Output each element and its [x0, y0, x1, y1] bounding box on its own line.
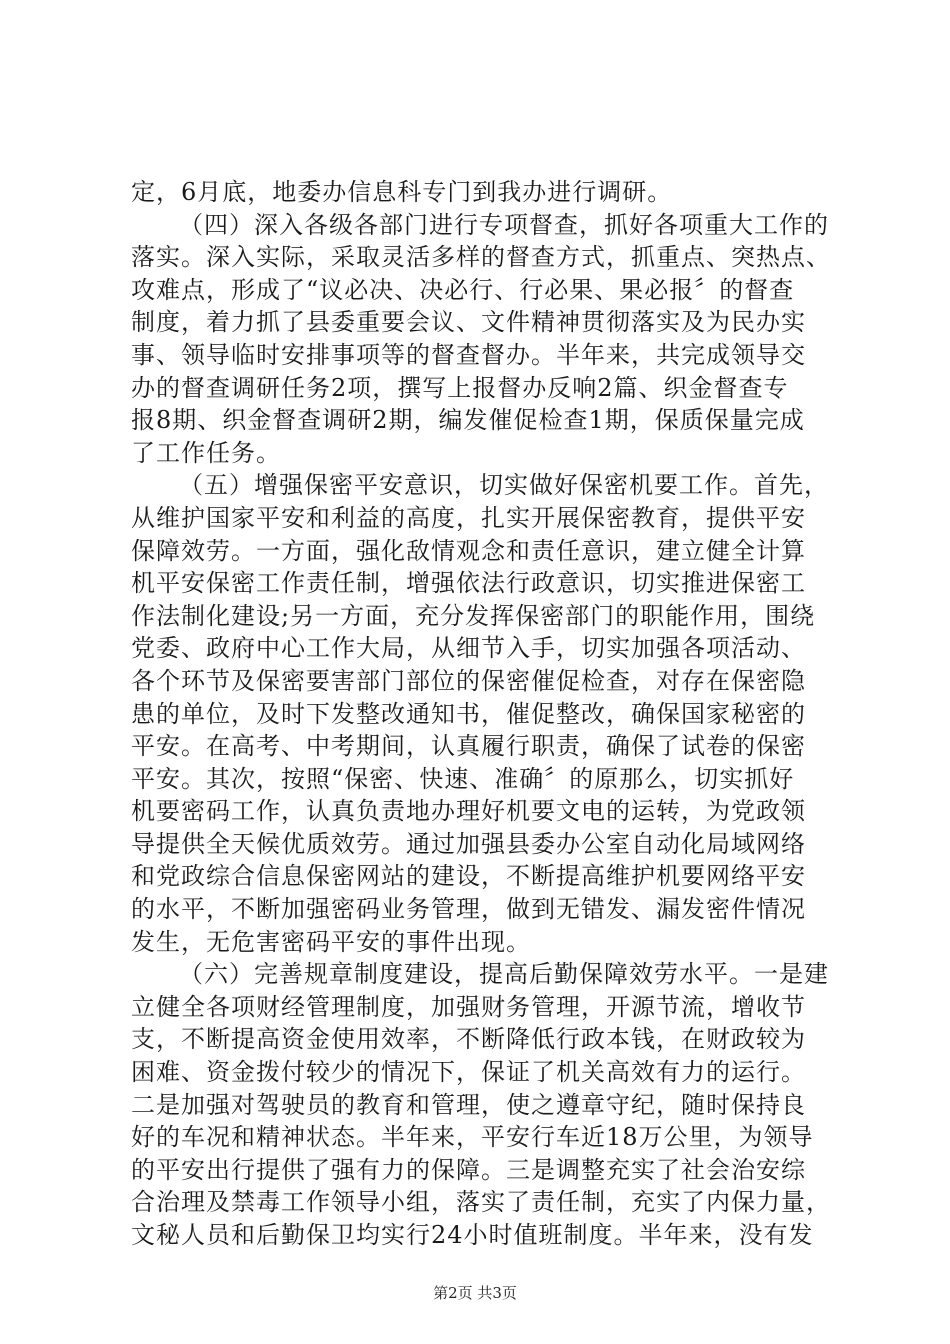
text-line: 保障效劳。一方面，强化敌情观念和责任意识，建立健全计算 [131, 536, 806, 565]
text-line: 二是加强对驾驶员的教育和管理，使之遵章守纪，随时保持良 [131, 1090, 806, 1119]
text-line: 好的车况和精神状态。半年来，平安行车近18万公里，为领导 [131, 1123, 814, 1152]
text-line: 报8期、织金督查调研2期，编发催促检查1期，保质保量完成 [131, 406, 805, 435]
text-line: （五）增强保密平安意识，切实做好保密机要工作。首先， [179, 471, 829, 500]
text-line: 党委、政府中心工作大局，从细节入手，切实加强各项活动、 [131, 634, 806, 663]
text-line: 制度，着力抓了县委重要会议、文件精神贯彻落实及为民办实 [131, 308, 806, 337]
text-line: 患的单位，及时下发整改通知书，催促整改，确保国家秘密的 [131, 699, 806, 728]
text-line: 落实。深入实际，采取灵活多样的督查方式，抓重点、突热点、 [131, 243, 831, 272]
text-line: （六）完善规章制度建设，提高后勤保障效劳水平。一是建 [179, 960, 829, 989]
page-footer: 第2页 共3页 [433, 1284, 517, 1302]
text-line: 定，6月底，地委办信息科专门到我办进行调研。 [131, 178, 673, 206]
text-line: 平安。其次，按照“保密、快速、准确〞的原那么，切实抓好 [131, 764, 795, 793]
text-line: 合治理及禁毒工作领导小组，落实了责任制，充实了内保力量， [131, 1188, 831, 1217]
text-line: 事、领导临时安排事项等的督查督办。半年来，共完成领导交 [131, 340, 806, 369]
text-line: 了工作任务。 [131, 438, 281, 467]
text-line: 立健全各项财经管理制度，加强财务管理，开源节流，增收节 [131, 992, 806, 1021]
text-line: 的水平，不断加强密码业务管理，做到无错发、漏发密件情况 [131, 895, 806, 924]
text-line: （四）深入各级各部门进行专项督查，抓好各项重大工作的 [179, 210, 829, 239]
text-line: 文秘人员和后勤保卫均实行24小时值班制度。半年来，没有发 [131, 1221, 814, 1249]
text-line: 各个环节及保密要害部门部位的保密催促检查，对存在保密隐 [131, 666, 806, 695]
text-line: 发生，无危害密码平安的事件出现。 [131, 927, 531, 956]
text-line: 支，不断提高资金使用效率，不断降低行政本钱，在财政较为 [131, 1025, 806, 1054]
text-line: 作法制化建设;另一方面，充分发挥保密部门的职能作用，围绕 [131, 601, 816, 630]
text-line: 机要密码工作，认真负责地办理好机要文电的运转，为党政领 [131, 797, 806, 826]
text-line: 机平安保密工作责任制，增强依法行政意识，切实推进保密工 [131, 569, 806, 598]
text-line: 的平安出行提供了强有力的保障。三是调整充实了社会治安综 [131, 1155, 806, 1184]
text-line: 从维护国家平安和利益的高度，扎实开展保密教育，提供平安 [131, 503, 806, 532]
text-line: 导提供全天候优质效劳。通过加强县委办公室自动化局域网络 [131, 829, 806, 858]
text-line: 和党政综合信息保密网站的建设，不断提高维护机要网络平安 [131, 862, 806, 891]
text-line: 办的督查调研任务2项，撰写上报督办反响2篇、织金督查专 [131, 373, 789, 402]
text-line: 平安。在高考、中考期间，认真履行职责，确保了试卷的保密 [131, 732, 806, 761]
text-line: 攻难点，形成了“议必决、决必行、行必果、果必报〞的督查 [131, 275, 795, 304]
text-line: 困难、资金拨付较少的情况下，保证了机关高效有力的运行。 [131, 1058, 806, 1087]
document-body [131, 176, 831, 1252]
